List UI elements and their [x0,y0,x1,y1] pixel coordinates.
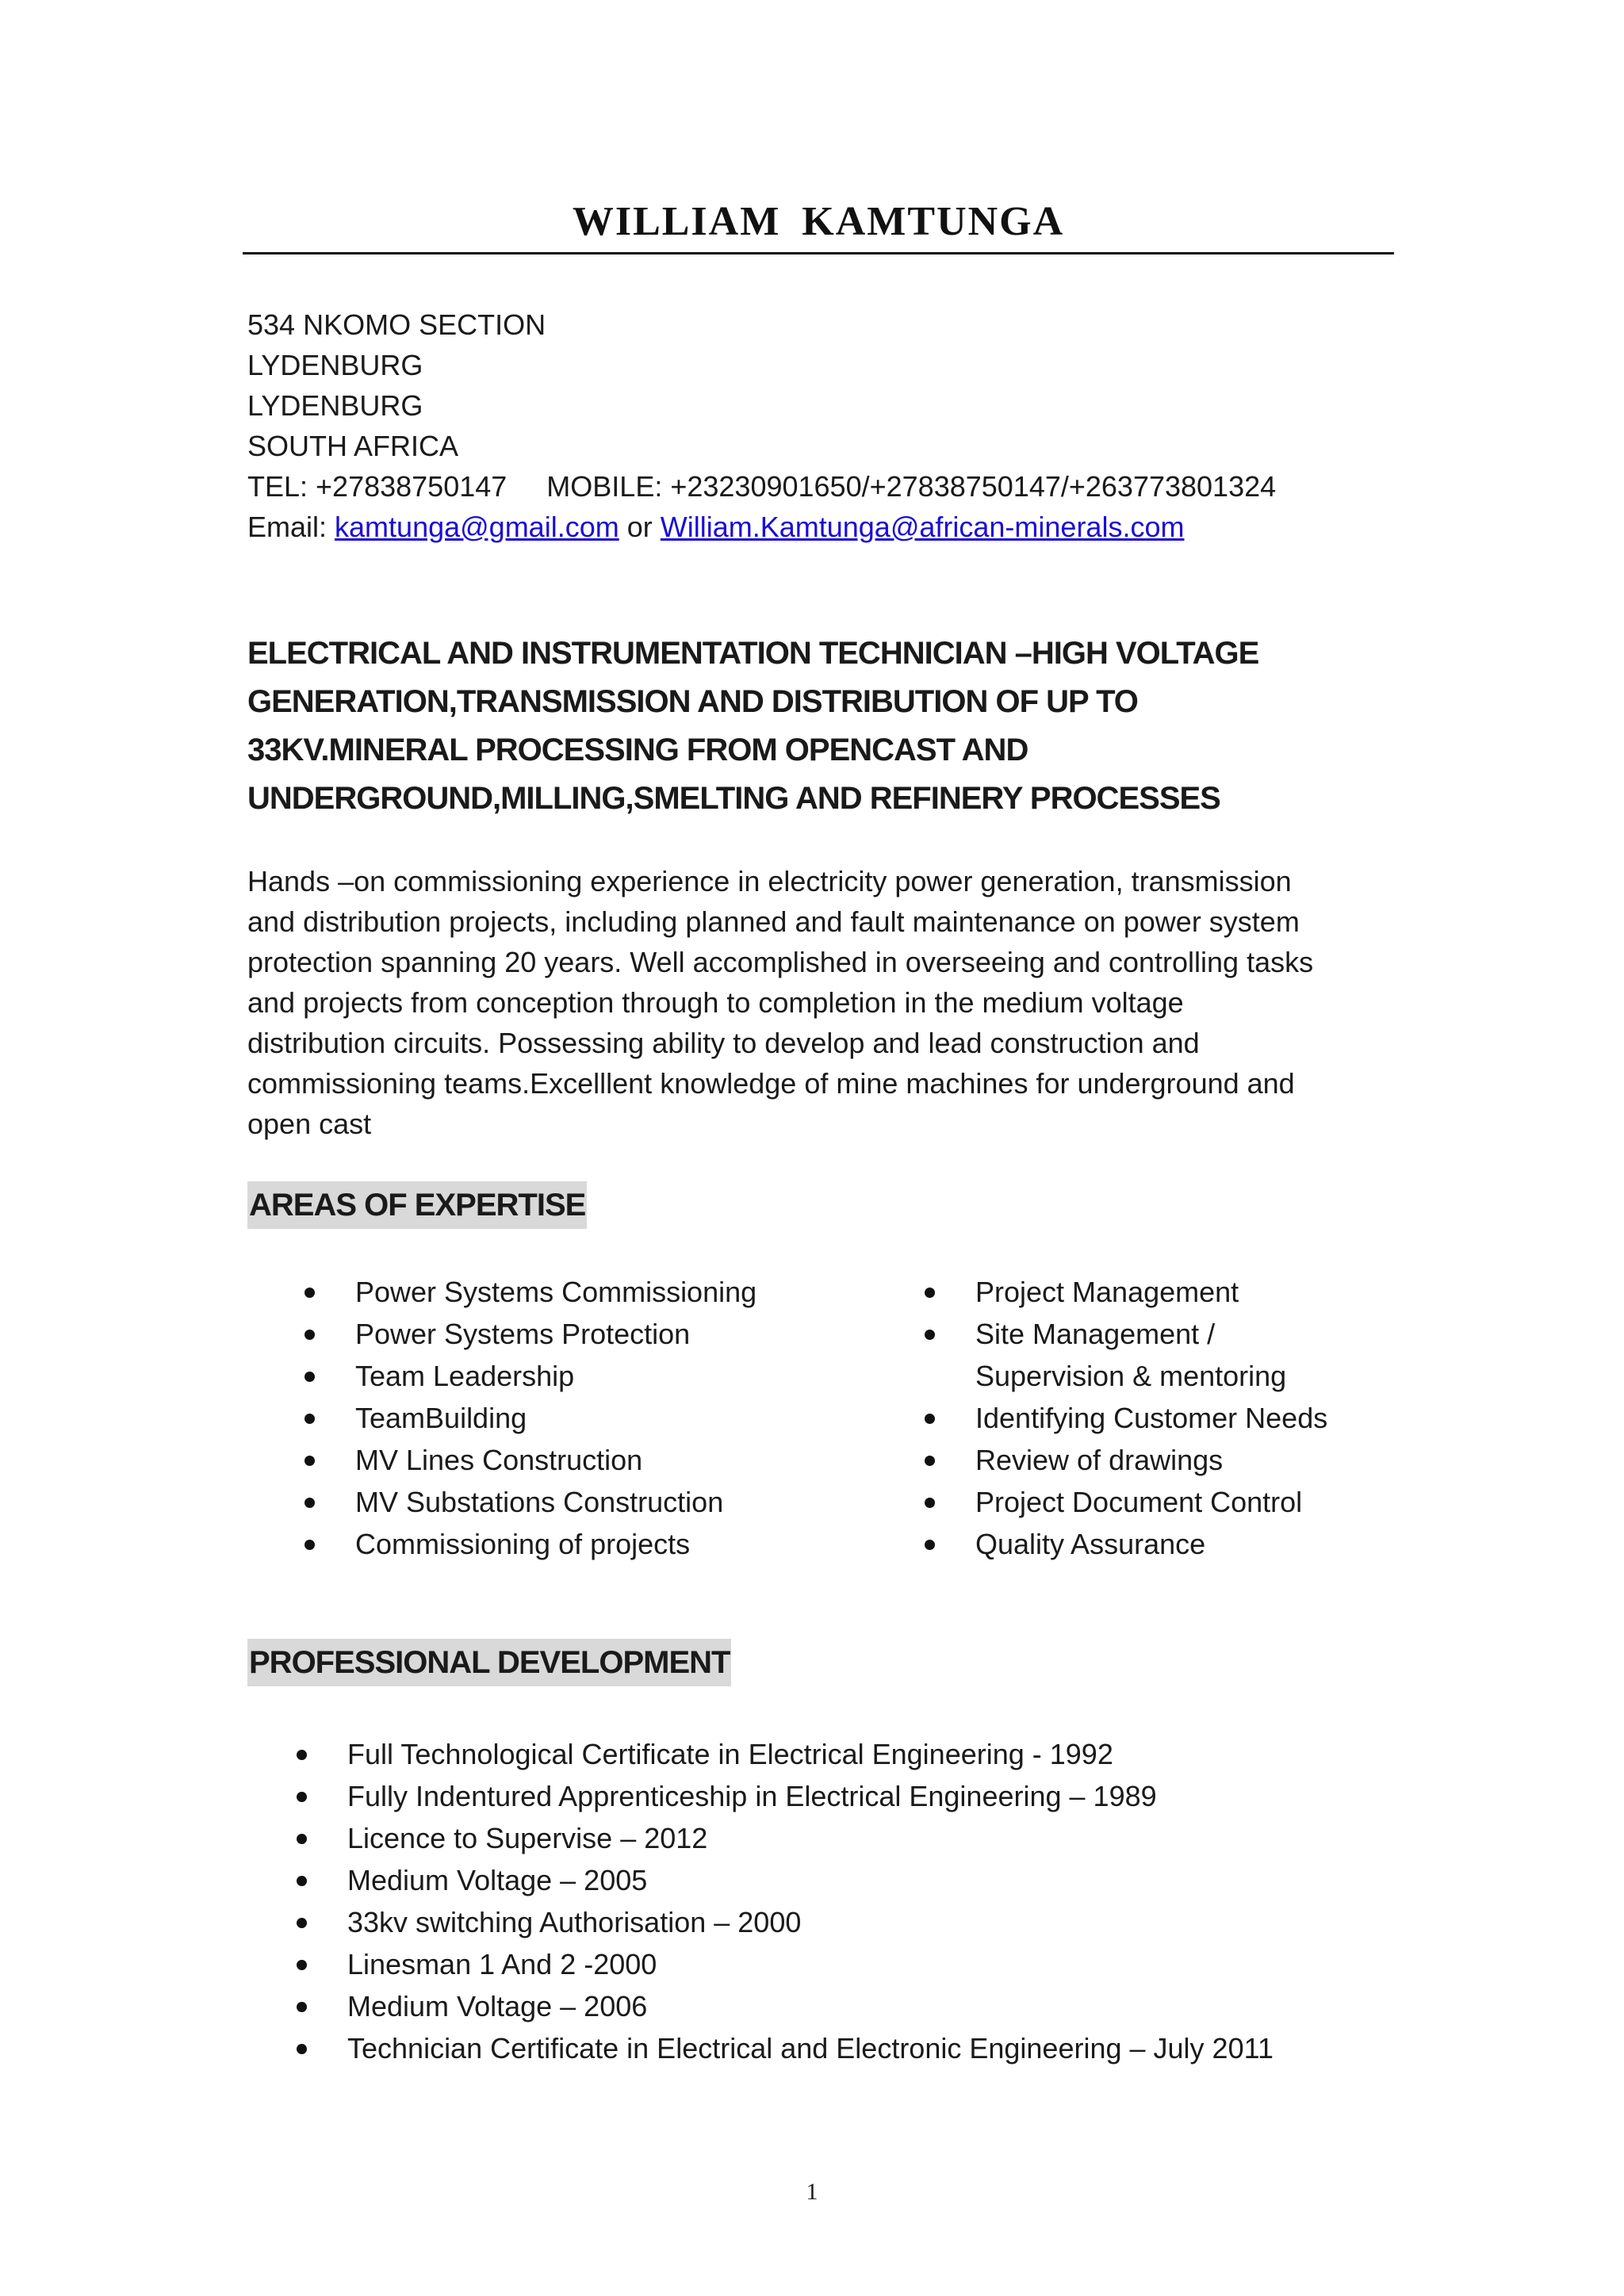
list-item: MV Lines Construction [304,1439,756,1481]
summary-line-4: and projects from conception through to completion in the medium voltage [247,986,1184,1019]
list-item: Quality Assurance [925,1523,1327,1565]
headline-line-2: GENERATION,TRANSMISSION AND DISTRIBUTION OF UP TO [247,684,1138,719]
list-item: Commissioning of projects [304,1523,756,1565]
phone-line [247,466,1437,507]
professional-headline [247,629,1437,823]
header-rule [243,252,1394,254]
development-list [297,1733,1274,2069]
headline-line-3: 33KV.MINERAL PROCESSING FROM OPENCAST AND [247,733,1028,767]
address-line-2: LYDENBURG [247,349,423,381]
candidate-name: WILLIAM KAMTUNGA [572,199,1065,244]
expertise-list-left [304,1271,756,1565]
address-line-1: 534 NKOMO SECTION [247,308,546,341]
mobile: MOBILE: +23230901650/+27838750147/+263773801324 [546,470,1277,503]
list-item: Identifying Customer Needs [925,1397,1327,1439]
list-item: Full Technological Certificate in Electrical Engineering - 1992 [297,1733,1274,1775]
summary-line-3: protection spanning 20 years. Well accomplished in overseeing and controlling tasks [247,946,1314,978]
list-item-continuation: Supervision & mentoring [975,1360,1287,1392]
list-item: Technician Certificate in Electrical and Electronic Engineering – July 2011 [297,2027,1274,2069]
list-item: Review of drawings [925,1439,1327,1481]
address-line-4: SOUTH AFRICA [247,430,459,462]
headline-line-4: UNDERGROUND,MILLING,SMELTING AND REFINERY PROCESSES [247,781,1220,816]
email-label: Email: [247,511,335,543]
list-item: Fully Indentured Apprenticeship in Electrical Engineering – 1989 [297,1775,1274,1817]
profile-summary [247,861,1405,1144]
list-item: 33kv switching Authorisation – 2000 [297,1901,1274,1943]
email-link-gmail[interactable]: kamtunga@gmail.com [335,511,619,543]
list-item: Power Systems Protection [304,1313,756,1355]
summary-line-2: and distribution projects, including planned and fault maintenance on power system [247,905,1300,938]
list-item: Licence to Supervise – 2012 [297,1817,1274,1859]
summary-line-7: open cast [247,1108,372,1140]
summary-line-5: distribution circuits. Possessing ability to develop and lead construction and [247,1027,1200,1059]
list-item: MV Substations Construction [304,1481,756,1523]
list-item: Project Document Control [925,1481,1327,1523]
list-item: Power Systems Commissioning [304,1271,756,1313]
list-item: Project Management [925,1271,1327,1313]
list-item: Site Management / [925,1313,1327,1355]
expertise-heading: AREAS OF EXPERTISE [247,1181,587,1229]
headline-line-1: ELECTRICAL AND INSTRUMENTATION TECHNICIAN –HIGH VOLTAGE [247,636,1259,671]
list-item: Linesman 1 And 2 -2000 [297,1943,1274,1985]
list-item: Medium Voltage – 2006 [297,1985,1274,2027]
development-heading: PROFESSIONAL DEVELOPMENT [247,1639,731,1686]
list-item: Team Leadership [304,1355,756,1397]
summary-line-1: Hands –on commissioning experience in electricity power generation, transmission [247,865,1292,897]
contact-block [247,304,1437,547]
page-number: 1 [806,2179,818,2205]
summary-line-6: commissioning teams.Excelllent knowledge of mine machines for underground and [247,1067,1295,1100]
list-item: Medium Voltage – 2005 [297,1859,1274,1901]
email-line [247,507,1437,547]
address-line-3: LYDENBURG [247,389,423,422]
expertise-list-right [925,1271,1327,1565]
email-link-work[interactable]: William.Kamtunga@african-minerals.com [660,511,1185,543]
email-separator: or [619,511,661,543]
list-item: TeamBuilding [304,1397,756,1439]
telephone: TEL: +27838750147 [247,470,508,503]
